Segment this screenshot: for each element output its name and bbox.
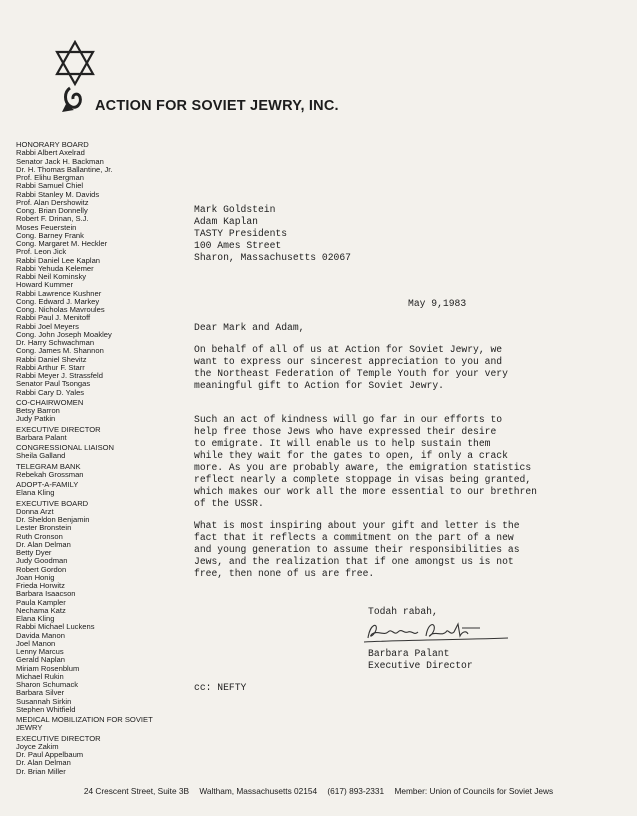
sidebar-member-name: Michael Rukin — [16, 671, 64, 681]
paragraph-line: to emigrate. It will enable us to help sustain them — [194, 438, 491, 449]
sidebar-member-name: Elana Kling — [16, 488, 55, 498]
sidebar-member-name: Moses Feuerstein — [16, 222, 77, 232]
sidebar-member-name: Barbara Silver — [16, 688, 65, 698]
sidebar-member-name: Dr. Brian Miller — [16, 766, 66, 776]
sidebar-section-heading: HONORARY BOARD — [16, 140, 89, 149]
sidebar-section — [16, 444, 166, 461]
sidebar-section-heading: EXECUTIVE DIRECTOR — [16, 733, 101, 743]
sidebar-member-name: Rabbi Daniel Shevitz — [16, 354, 87, 364]
sidebar-member-name: Ruth Cronson — [16, 531, 63, 541]
sidebar-member-name: Lenny Marcus — [16, 647, 64, 656]
sidebar-member-name: Robert F. Drinan, S.J. — [16, 214, 89, 224]
sidebar-member-name: Rabbi Albert Axelrad — [16, 148, 85, 158]
sidebar-member-name: Betty Dyer — [16, 548, 52, 557]
paragraph-1 — [194, 344, 508, 392]
star-of-david-logo-icon — [52, 40, 98, 114]
address-line: TASTY Presidents — [194, 228, 288, 239]
sidebar-section — [16, 481, 166, 498]
sidebar-section — [16, 500, 166, 715]
sidebar-member-name: Dr. Sheldon Benjamin — [16, 515, 90, 524]
sidebar-member-name: Prof. Alan Dershowitz — [16, 197, 89, 207]
sidebar-member-name: Rabbi Samuel Chiel — [16, 181, 84, 191]
sidebar-member-name: Sharon Schumack — [16, 680, 79, 689]
sidebar-member-name: Cong. Margaret M. Heckler — [16, 239, 108, 248]
sidebar-member-name: Dr. Alan Delman — [16, 539, 71, 549]
sidebar-member-name: Donna Arzt — [16, 506, 54, 516]
recipient-address — [194, 204, 351, 264]
sidebar-section-heading: EXECUTIVE BOARD — [16, 498, 89, 508]
sidebar-section — [16, 399, 166, 424]
sidebar-member-name: Joel Manon — [16, 638, 56, 648]
sidebar-section-heading: MEDICAL MOBILIZATION FOR SOVIET JEWRY — [16, 715, 153, 733]
sidebar-member-name: Susannah Sirkin — [16, 696, 72, 706]
sidebar-member-name: Cong. Nicholas Mavroules — [16, 305, 105, 314]
sidebar-member-name: Joan Honig — [16, 572, 55, 582]
paragraph-3 — [194, 520, 520, 580]
closing: Todah rabah, — [368, 606, 438, 617]
signer-name: Barbara Palant — [368, 648, 450, 659]
sidebar-member-name: Dr. H. Thomas Ballantine, Jr. — [16, 164, 113, 174]
sidebar-member-name: Nechama Katz — [16, 605, 66, 615]
sidebar-section — [16, 463, 166, 480]
paragraph-line: fact that it reflects a commitment on the part of a new — [194, 532, 514, 543]
sidebar-member-name: Davida Manon — [16, 630, 65, 640]
sidebar-member-name: Barbara Palant — [16, 432, 67, 442]
sidebar-section — [16, 735, 166, 776]
sidebar-member-name: Rebekah Grossman — [16, 469, 84, 479]
address-line: 100 Ames Street — [194, 240, 282, 251]
paragraph-line: What is most inspiring about your gift and letter is the — [194, 520, 520, 531]
sidebar-member-name: Joyce Zakim — [16, 741, 59, 751]
sidebar-member-name: Rabbi Arthur F. Starr — [16, 362, 85, 372]
sidebar-member-name: Cong. Brian Donnelly — [16, 206, 88, 215]
sidebar-section-heading: ADOPT-A-FAMILY — [16, 480, 79, 489]
sidebar-member-name: Cong. John Joseph Moakley — [16, 329, 112, 339]
sidebar-section — [16, 426, 166, 443]
salutation: Dear Mark and Adam, — [194, 322, 305, 333]
paragraph-line: meaningful gift to Action for Soviet Jewry. — [194, 380, 444, 391]
sidebar-member-name: Stephen Whitfield — [16, 704, 76, 714]
sidebar-member-name: Dr. Paul Appelbaum — [16, 750, 84, 759]
paragraph-line: On behalf of all of us at Action for Soviet Jewry, we — [194, 344, 503, 355]
sidebar-member-name: Dr. Alan Delman — [16, 758, 71, 768]
paragraph-line: of the USSR. — [194, 498, 264, 509]
paragraph-line: and young generation to assume their responsibilities as — [194, 544, 520, 555]
sidebar-member-name: Rabbi Daniel Lee Kaplan — [16, 255, 101, 265]
sidebar-member-name: Senator Jack H. Backman — [16, 156, 104, 166]
sidebar-section-heading: EXECUTIVE DIRECTOR — [16, 424, 101, 434]
sidebar-member-name: Judy Patkin — [16, 414, 56, 424]
paragraph-line: more. As you are probably aware, the emigration statistics — [194, 462, 532, 473]
sidebar-member-name: Rabbi Joel Meyers — [16, 321, 79, 331]
sidebar-member-name: Cong. Barney Frank — [16, 230, 84, 240]
sidebar-member-name: Prof. Elihu Bergman — [16, 173, 84, 182]
signer-title: Executive Director — [368, 660, 473, 671]
paragraph-2 — [194, 414, 537, 510]
footer-phone: (617) 893-2331 — [327, 786, 385, 796]
paragraph-line: the Northeast Federation of Temple Youth for your very — [194, 368, 508, 379]
sidebar-section-heading: CO-CHAIRWOMEN — [16, 397, 84, 407]
paragraph-line: free, then none of us are free. — [194, 568, 375, 579]
paragraph-line: help free those Jews who have expressed their desire — [194, 426, 497, 437]
sidebar-member-name: Elana Kling — [16, 614, 55, 623]
sidebar-section-heading: CONGRESSIONAL LIAISON — [16, 443, 115, 452]
sidebar-member-name: Betsy Barron — [16, 406, 60, 415]
paragraph-line: which makes our work all the more essential to our brethren — [194, 486, 537, 497]
letter-date: May 9,1983 — [408, 298, 467, 309]
footer-street: 24 Crescent Street, Suite 3B — [83, 786, 190, 796]
paragraph-line: Such an act of kindness will go far in our efforts to — [194, 414, 503, 425]
sidebar-section-heading: TELEGRAM BANK — [16, 461, 81, 471]
sidebar-member-name: Frieda Horwitz — [16, 581, 65, 590]
sidebar-member-name: Sheila Galland — [16, 451, 66, 461]
sidebar-member-name: Robert Gordon — [16, 564, 67, 574]
sidebar-member-name: Dr. Harry Schwachman — [16, 338, 95, 347]
sidebar-member-name: Judy Goodman — [16, 556, 68, 566]
address-line: Mark Goldstein — [194, 204, 276, 215]
paragraph-line: while they wait for the gates to open, if only a crack — [194, 450, 508, 461]
sidebar-member-name: Miriam Rosenblum — [16, 663, 80, 673]
sidebar-member-name: Prof. Leon Jick — [16, 247, 67, 257]
sidebar-member-name: Rabbi Lawrence Kushner — [16, 288, 102, 298]
sidebar-member-name: Cong. James M. Shannon — [16, 346, 104, 356]
sidebar-member-name: Cong. Edward J. Markey — [16, 296, 100, 306]
sidebar-section — [16, 141, 166, 397]
sidebar-member-name: Rabbi Paul J. Menitoff — [16, 313, 91, 323]
sidebar-section — [16, 716, 166, 733]
footer-member: Member: Union of Councils for Soviet Jews — [394, 786, 554, 796]
carbon-copy: cc: NEFTY — [194, 682, 247, 693]
paragraph-line: reflect nearly a complete stoppage in visas being granted, — [194, 474, 532, 485]
sidebar-member-name: Rabbi Yehuda Kelemer — [16, 263, 94, 273]
paragraph-line: want to express our sincerest appreciation to you and — [194, 356, 503, 367]
sidebar-member-name: Rabbi Stanley M. Davids — [16, 189, 100, 199]
board-member-sidebar — [16, 139, 166, 777]
sidebar-member-name: Gerald Naplan — [16, 655, 65, 665]
sidebar-member-name: Rabbi Neil Kominsky — [16, 272, 87, 281]
sidebar-member-name: Paula Kampler — [16, 597, 66, 607]
footer-address-bar — [0, 786, 637, 796]
sidebar-member-name: Barbara Isaacson — [16, 589, 76, 599]
sidebar-member-name: Howard Kummer — [16, 280, 73, 290]
sidebar-member-name: Rabbi Cary D. Yales — [16, 387, 85, 397]
sidebar-member-name: Rabbi Michael Luckens — [16, 622, 95, 632]
sidebar-member-name: Rabbi Meyer J. Strassfeld — [16, 371, 103, 380]
organization-name: ACTION FOR SOVIET JEWRY, INC. — [95, 98, 339, 114]
footer-city: Waltham, Massachusetts 02154 — [199, 786, 318, 796]
handwritten-signature — [362, 616, 512, 646]
paragraph-line: Jews, and the realization that if one amongst us is not — [194, 556, 514, 567]
sidebar-member-name: Senator Paul Tsongas — [16, 379, 91, 389]
signer-block — [368, 648, 473, 672]
address-line: Adam Kaplan — [194, 216, 258, 227]
sidebar-member-name: Lester Bronstein — [16, 523, 72, 533]
address-line: Sharon, Massachusetts 02067 — [194, 252, 351, 263]
